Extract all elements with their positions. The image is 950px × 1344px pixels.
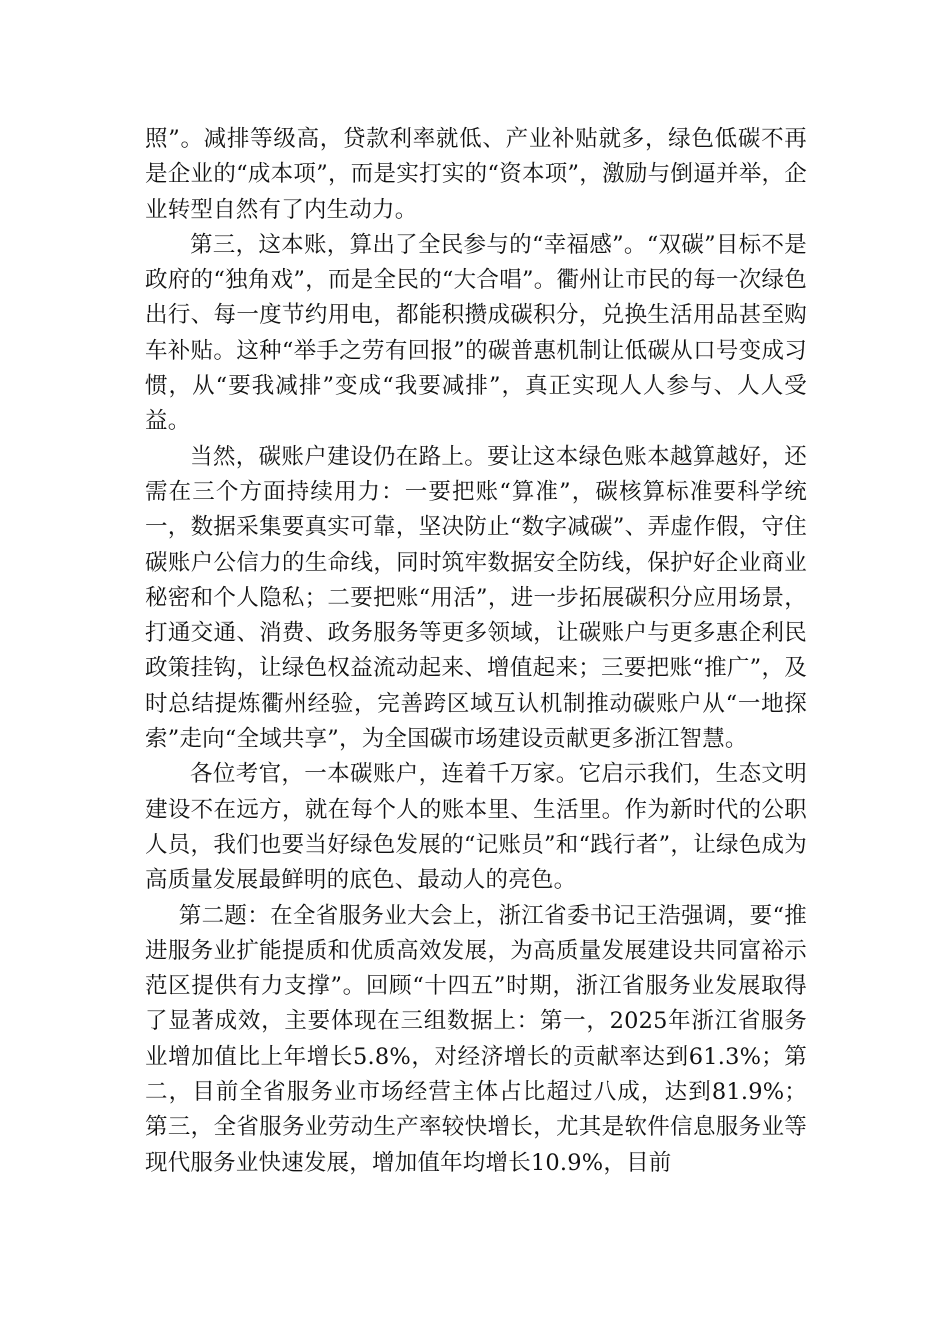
- document-page: [145, 122, 807, 1181]
- paragraph-continuation: 照”。减排等级高，贷款利率就低、产业补贴就多，绿色低碳不再是企业的“成本项”，而是实打实的“资本项”，激励与倒逼并举，企业转型自然有了内生动力。: [145, 126, 807, 223]
- paragraph-still-on-the-road: 当然，碳账户建设仍在路上。要让这本绿色账本越算越好，还需在三个方面持续用力：一要把账“算准”，碳核算标准要科学统一，数据采集要真实可靠，坚决防止“数字减碳”、弄虚作假，守住碳账户公信力的生命线，同时筑牢数据安全防线，保护好企业商业秘密和个人隐私；二要把账“用活”，进一步拓展碳积分应用场景，打通交通、消费、政务服务等更多领域，让碳账户与更多惠企利民政策挂钩，让绿色权益流动起来、增值起来；三要把账“推广”，及时总结提炼衢州经验，完善跨区域互认机制推动碳账户从“一地探索”走向“全域共享”，为全国碳市场建设贡献更多浙江智慧。: [145, 443, 807, 753]
- paragraph-question-two: 第二题：在全省服务业大会上，浙江省委书记王浩强调，要“推进服务业扩能提质和优质高效发展，为高质量发展建设共同富裕示范区提供有力支撑”。回顾“十四五”时期，浙江省服务业发展取得了显著成效，主要体现在三组数据上：第一，2025年浙江省服务业增加值比上年增长5.8%，对经济增长的贡献率达到61.3%；第二，目前全省服务业市场经营主体占比超过八成，达到81.9%；第三，全省服务业劳动生产率较快增长，尤其是软件信息服务业等现代服务业快速发展，增加值年均增长10.9%，目前: [145, 902, 807, 1176]
- paragraph-closing-remarks: 各位考官，一本碳账户，连着千万家。它启示我们，生态文明建设不在远方，就在每个人的账本里、生活里。作为新时代的公职人员，我们也要当好绿色发展的“记账员”和“践行者”，让绿色成为高质量发展最鲜明的底色、最动人的亮色。: [145, 761, 807, 894]
- paragraph-third-point: 第三，这本账，算出了全民参与的“幸福感”。“双碳”目标不是政府的“独角戏”，而是全民的“大合唱”。衢州让市民的每一次绿色出行、每一度节约用电，都能积攒成碳积分，兑换生活用品甚至购车补贴。这种“举手之劳有回报”的碳普惠机制让低碳从口号变成习惯，从“要我减排”变成“我要减排”，真正实现人人参与、人人受益。: [145, 231, 807, 435]
